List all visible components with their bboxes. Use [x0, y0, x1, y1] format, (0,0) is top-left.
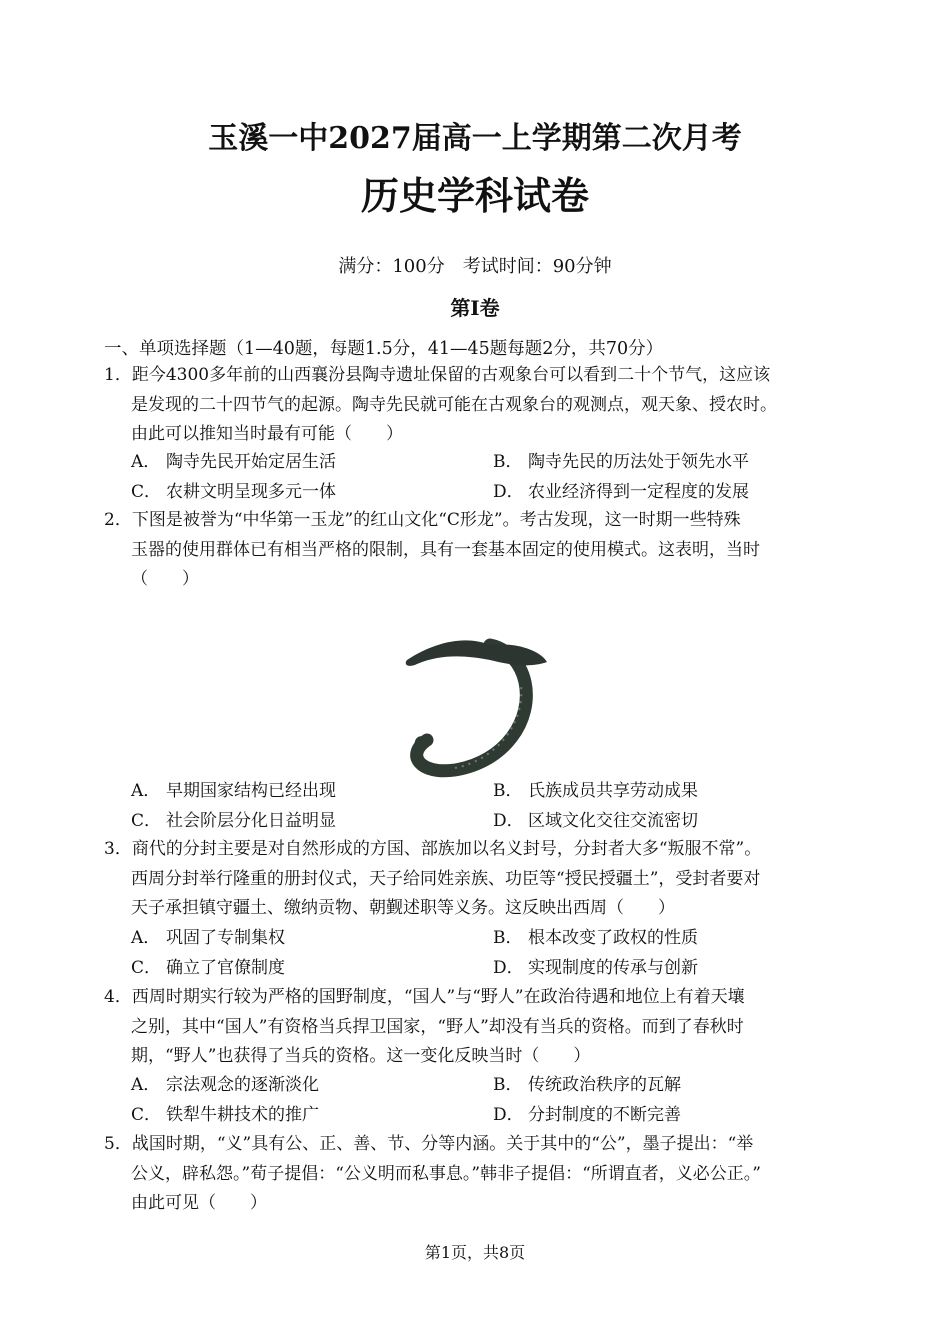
question-text-line: 1．距今4300多年前的山西襄汾县陶寺遗址保留的古观象台可以看到二十个节气，这应该: [104, 365, 771, 385]
option-b: [493, 448, 855, 478]
exam-meta: 满分：100分 考试时间：90分钟: [338, 256, 612, 277]
option-letter: A．: [131, 781, 161, 801]
question-text-line: 公义，辟私怨。”荀子提倡：“公义明而私事息。”韩非子提倡：“所谓直者，义必公正。”: [131, 1163, 761, 1184]
option-text: 分封制度的不断完善: [528, 1104, 681, 1125]
option-text: 农业经济得到一定程度的发展: [528, 481, 749, 502]
exam-title: 玉溪一中2027届高一上学期第二次月考: [208, 121, 742, 156]
option-letter: D．: [493, 481, 524, 502]
option-text: 确立了官僚制度: [166, 957, 285, 978]
option-letter: C．: [131, 1104, 162, 1125]
question-text-line: 3．商代的分封主要是对自然形成的方国、部族加以名义封号，分封者大多“叛服不常”。: [104, 839, 762, 859]
section-heading: 一、单项选择题（1—40题，每题1.5分，41—45题每题2分，共70分）: [104, 339, 664, 359]
option-text: 早期国家结构已经出现: [166, 781, 336, 801]
option-text: 农耕文明呈现多元一体: [166, 481, 336, 502]
option-c: [131, 478, 493, 508]
question-text-line: 之别，其中“国人”有资格当兵捍卫国家，“野人”却没有当兵的资格。而到了春秋时: [131, 1016, 744, 1037]
volume-heading: 第Ⅰ卷: [450, 296, 500, 320]
option-text: 氏族成员共享劳动成果: [528, 781, 698, 801]
question-3: [104, 835, 761, 924]
option-text: 社会阶层分化日益明显: [166, 810, 336, 831]
option-letter: C．: [131, 810, 162, 831]
option-b: [493, 924, 855, 954]
question-text-line: （ ）: [131, 569, 199, 589]
question-text-line: 由此可见（ ）: [131, 1193, 267, 1213]
page-footer: 第1页，共8页: [424, 1243, 526, 1262]
option-text: 根本改变了政权的性质: [528, 928, 698, 948]
question-text-line: 天子承担镇守疆土、缴纳贡物、朝觐述职等义务。这反映出西周（ ）: [131, 898, 675, 918]
option-d: [493, 478, 855, 508]
option-letter: B．: [493, 452, 523, 472]
question-5: [104, 1130, 761, 1219]
question-2: [104, 506, 760, 595]
question-text-line: 期，“野人”也获得了当兵的资格。这一变化反映当时（ ）: [131, 1046, 591, 1066]
option-letter: D．: [493, 1104, 524, 1125]
option-letter: A．: [131, 928, 161, 948]
option-text: 传统政治秩序的瓦解: [528, 1075, 681, 1095]
option-letter: A．: [131, 452, 161, 472]
question-text-line: 西周分封举行隆重的册封仪式，天子给同姓亲族、功臣等“授民授疆土”，受封者要对: [131, 868, 761, 889]
option-text: 陶寺先民的历法处于领先水平: [528, 452, 749, 472]
c-dragon-jade-image: [395, 620, 555, 778]
option-letter: C．: [131, 957, 162, 978]
option-text: 宗法观念的逐渐淡化: [166, 1075, 319, 1095]
question-text-line: 是发现的二十四节气的起源。陶寺先民就可能在古观象台的观测点，观天象、授农时。: [131, 394, 777, 415]
option-c: [131, 1101, 493, 1131]
question-text-line: 2．下图是被誉为“中华第一玉龙”的红山文化“C形龙”。考古发现，这一时期一些特殊: [104, 510, 741, 530]
option-a: [131, 777, 493, 807]
option-d: [493, 954, 855, 984]
question-1: [104, 361, 777, 450]
option-letter: B．: [493, 781, 523, 801]
option-letter: D．: [493, 810, 524, 831]
option-text: 陶寺先民开始定居生活: [166, 452, 336, 472]
option-c: [131, 954, 493, 984]
question-text-line: 4．西周时期实行较为严格的国野制度，“国人”与“野人”在政治待遇和地位上有着天壤: [104, 987, 745, 1007]
option-text: 巩固了专制集权: [166, 928, 285, 948]
option-a: [131, 1071, 493, 1101]
option-text: 区域文化交往交流密切: [528, 810, 698, 831]
question-text-line: 玉器的使用群体已有相当严格的限制，具有一套基本固定的使用模式。这表明，当时: [131, 539, 760, 560]
option-text: 实现制度的传承与创新: [528, 957, 698, 978]
option-letter: B．: [493, 1075, 523, 1095]
option-letter: C．: [131, 481, 162, 502]
option-letter: A．: [131, 1075, 161, 1095]
question-4: [104, 983, 745, 1072]
question-text-line: 由此可以推知当时最有可能（ ）: [131, 424, 403, 444]
option-d: [493, 1101, 855, 1131]
option-a: [131, 448, 493, 478]
option-c: [131, 807, 493, 837]
option-text: 铁犁牛耕技术的推广: [166, 1104, 319, 1125]
question-text-line: 5．战国时期，“义”具有公、正、善、节、分等内涵。关于其中的“公”，墨子提出：“举: [104, 1134, 754, 1154]
option-b: [493, 777, 855, 807]
option-a: [131, 924, 493, 954]
options-grid: [104, 1071, 855, 1130]
option-letter: B．: [493, 928, 523, 948]
options-grid: [104, 924, 855, 983]
option-letter: D．: [493, 957, 524, 978]
option-d: [493, 807, 855, 837]
option-b: [493, 1071, 855, 1101]
exam-subtitle: 历史学科试卷: [360, 173, 589, 218]
options-grid: [104, 448, 855, 507]
options-grid: [104, 777, 855, 836]
